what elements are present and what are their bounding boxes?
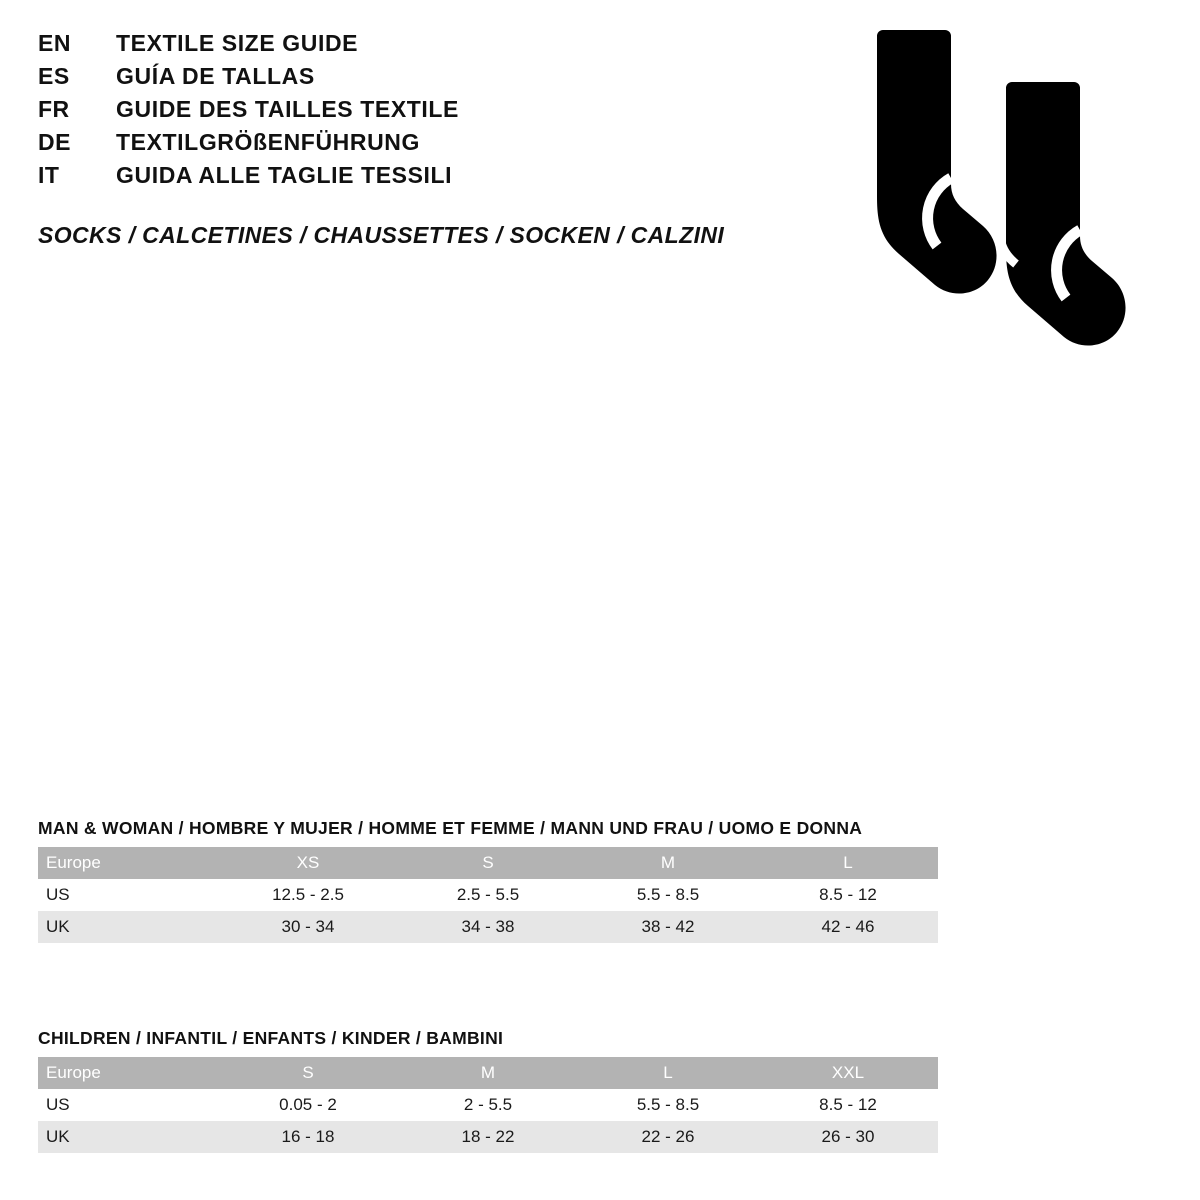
language-row xyxy=(38,129,459,162)
table-cell: S xyxy=(398,847,578,879)
table-cell: 0.05 - 2 xyxy=(218,1089,398,1121)
table-cell: L xyxy=(578,1057,758,1089)
table-cell: M xyxy=(398,1057,578,1089)
table-cell: 8.5 - 12 xyxy=(758,1089,938,1121)
language-row xyxy=(38,63,459,96)
language-code: DE xyxy=(38,129,71,155)
table-row xyxy=(38,879,938,911)
table-cell: 18 - 22 xyxy=(398,1121,578,1153)
row-label: Europe xyxy=(38,847,218,879)
language-code: ES xyxy=(38,63,70,89)
table-row xyxy=(38,1121,938,1153)
table-cell: S xyxy=(218,1057,398,1089)
language-title: TEXTILGRÖßENFÜHRUNG xyxy=(116,129,420,155)
language-title: TEXTILE SIZE GUIDE xyxy=(116,30,359,56)
table-cell: 2 - 5.5 xyxy=(398,1089,578,1121)
language-code: IT xyxy=(38,162,60,188)
table-cell: 12.5 - 2.5 xyxy=(218,879,398,911)
language-row xyxy=(38,30,459,63)
row-label: US xyxy=(38,1089,218,1121)
table-row xyxy=(38,1057,938,1089)
product-title: SOCKS / CALCETINES / CHAUSSETTES / SOCKEN / CALZINI xyxy=(38,222,725,248)
children-section-heading: CHILDREN / INFANTIL / ENFANTS / KINDER / BAMBINI xyxy=(38,1028,504,1048)
children-size-section xyxy=(38,1028,938,1153)
table-cell: 22 - 26 xyxy=(578,1121,758,1153)
table-cell: L xyxy=(758,847,938,879)
table-cell: 30 - 34 xyxy=(218,911,398,943)
table-row xyxy=(38,1089,938,1121)
table-cell: 16 - 18 xyxy=(218,1121,398,1153)
row-label: US xyxy=(38,879,218,911)
adults-section-heading: MAN & WOMAN / HOMBRE Y MUJER / HOMME ET FEMME / MANN UND FRAU / UOMO E DONNA xyxy=(38,818,863,838)
language-title: GUIDE DES TAILLES TEXTILE xyxy=(116,96,459,122)
table-cell: 5.5 - 8.5 xyxy=(578,879,758,911)
language-row xyxy=(38,96,459,129)
table-cell: XXL xyxy=(758,1057,938,1089)
table-cell: 2.5 - 5.5 xyxy=(398,879,578,911)
table-row xyxy=(38,847,938,879)
language-code: FR xyxy=(38,96,70,122)
row-label: UK xyxy=(38,1121,218,1153)
language-title: GUÍA DE TALLAS xyxy=(116,63,315,89)
adults-size-section xyxy=(38,818,938,943)
language-row xyxy=(38,162,459,195)
table-cell: 5.5 - 8.5 xyxy=(578,1089,758,1121)
adults-size-table xyxy=(38,847,938,943)
row-label: Europe xyxy=(38,1057,218,1089)
children-size-table xyxy=(38,1057,938,1153)
socks-pair-icon xyxy=(800,28,1130,358)
table-cell: 34 - 38 xyxy=(398,911,578,943)
language-list xyxy=(38,30,459,195)
table-cell: XS xyxy=(218,847,398,879)
table-cell: 42 - 46 xyxy=(758,911,938,943)
table-cell: 8.5 - 12 xyxy=(758,879,938,911)
table-cell: 38 - 42 xyxy=(578,911,758,943)
table-cell: 26 - 30 xyxy=(758,1121,938,1153)
row-label: UK xyxy=(38,911,218,943)
table-cell: M xyxy=(578,847,758,879)
language-code: EN xyxy=(38,30,71,56)
table-row xyxy=(38,911,938,943)
language-title: GUIDA ALLE TAGLIE TESSILI xyxy=(116,162,453,188)
